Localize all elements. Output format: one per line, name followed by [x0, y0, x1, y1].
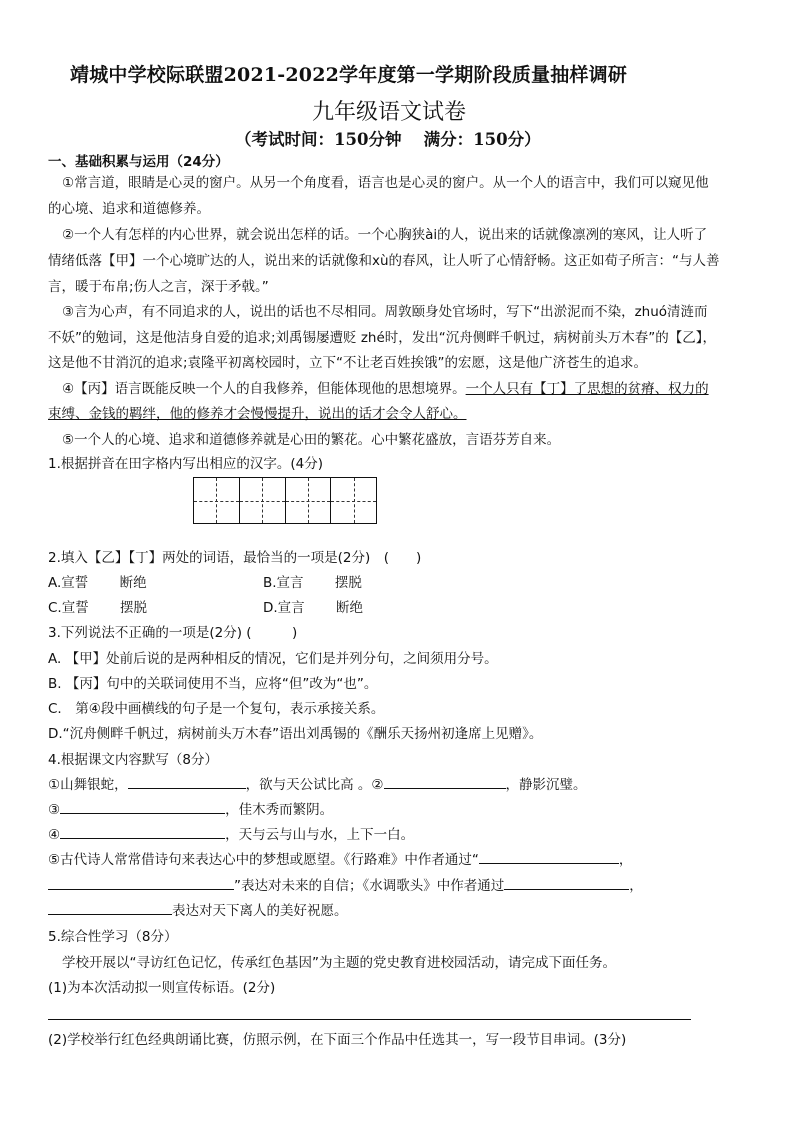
blank-line[interactable]	[384, 774, 506, 789]
blank-line[interactable]	[479, 849, 619, 864]
q4-text: 表达对天下离人的美好祝愿。	[172, 903, 348, 919]
paragraph-1-line-1: ①常言道，眼睛是心灵的窗户。从另一个角度看，语言也是心灵的窗户。从一个人的语言中，我们可以窥见他	[62, 175, 709, 191]
blank-line[interactable]	[60, 799, 225, 814]
q4-text: ，佳木秀而繁阴。	[225, 802, 334, 818]
q4-text: ，欲与天公试比高 。②	[245, 777, 384, 793]
q4-text: ④	[48, 827, 61, 843]
blank-line[interactable]	[48, 875, 234, 890]
question-2: 2.填入【乙】【丁】两处的词语，最恰当的一项是(2分) ( )	[48, 550, 422, 566]
paragraph-1-line-2: 的心境、追求和道德修养。	[48, 201, 210, 217]
exam-title-line3: （考试时间：150分钟 满分：150分）	[235, 130, 541, 149]
q4-text: ，静影沉璧。	[505, 777, 587, 793]
q2-option-a: A.宣誓 断绝	[48, 575, 147, 591]
q4-line-3	[48, 822, 414, 848]
blank-line[interactable]	[48, 900, 172, 915]
paragraph-2-line-3: 言，暖于布帛;伤人之言，深于矛戟。”	[48, 279, 269, 295]
grid-cell[interactable]	[330, 478, 376, 523]
q3-option-b: B. 【丙】句中的关联词使用不当，应将“但”改为“也”。	[48, 676, 378, 692]
q5-intro: 学校开展以“寻访红色记忆，传承红色基因”为主题的党史教育进校园活动，请完成下面任务。	[62, 955, 616, 971]
q4-line-4	[48, 847, 632, 873]
q4-line-5	[48, 873, 643, 899]
question-1: 1.根据拼音在田字格内写出相应的汉字。(4分)	[48, 456, 324, 472]
q3-option-d: D.“沉舟侧畔千帆过，病树前头万木春”语出刘禹锡的《酬乐天扬州初逢席上见赠》。	[48, 726, 543, 742]
paragraph-3-line-1: ③言为心声，有不同追求的人，说出的话也不尽相同。周敦颐身处官场时，写下“出淤泥而不染，zhuó清涟而	[62, 304, 708, 320]
blank-line[interactable]	[60, 824, 225, 839]
paragraph-3-line-3: 这是他不甘消沉的追求;袁隆平初离校园时，立下“不让老百姓挨饿”的宏愿，这是他广济苍生的追求。	[48, 355, 648, 371]
q4-text: ，	[629, 878, 643, 894]
q4-text: ③	[48, 802, 61, 818]
answer-line[interactable]	[48, 1019, 691, 1020]
question-5: 5.综合性学习（8分）	[48, 929, 178, 945]
paragraph-4-line-1	[62, 376, 709, 402]
grid-cell[interactable]	[239, 478, 285, 523]
blank-line[interactable]	[128, 774, 246, 789]
paragraph-2-line-1: ②一个人有怎样的内心世界，就会说出怎样的话。一个心胸狭ài的人，说出来的话就像凛冽的寒风，让人听了	[62, 227, 708, 243]
q3-option-a: A. 【甲】处前后说的是两种相反的情况，它们是并列分句，之间须用分号。	[48, 651, 498, 667]
q4-text: ”表达对未来的自信；《水调歌头》中作者通过	[234, 878, 505, 894]
grid-cell[interactable]	[285, 478, 331, 523]
section-heading: 一、基础积累与运用（24分）	[48, 154, 229, 170]
q5-sub-1: (1)为本次活动拟一则宣传标语。(2分)	[48, 980, 276, 996]
exam-title-line1: 靖城中学校际联盟2021-2022学年度第一学期阶段质量抽样调研	[70, 64, 628, 86]
blank-line[interactable]	[504, 875, 629, 890]
q2-option-c: C.宣誓 摆脱	[48, 600, 148, 616]
question-4: 4.根据课文内容默写（8分）	[48, 752, 218, 768]
q4-line-2	[48, 797, 333, 823]
q4-line-6	[48, 898, 348, 924]
paragraph-4-line-2: 束缚、金钱的羁绊，他的修养才会慢慢提升，说出的话才会令人舒心。	[48, 406, 467, 422]
q4-text: ①山舞银蛇，	[48, 777, 128, 793]
paragraph-3-line-2: 不妖”的勉词，这是他洁身自爱的追求;刘禹锡屡遭贬 zhé时，发出“沉舟侧畔千帆过，病树前头万木春”的【乙】，	[48, 330, 717, 346]
q3-option-c: C. 第④段中画横线的句子是一个复句，表示承接关系。	[48, 701, 385, 717]
paragraph-4-text: ④【丙】语言既能反映一个人的自我修养，但能体现他的思想境界。	[62, 381, 466, 397]
q5-sub-2: (2)学校举行红色经典朗诵比赛，仿照示例，在下面三个作品中任选其一，写一段节目串词。(3分)	[48, 1032, 627, 1048]
grid-cell[interactable]	[194, 478, 239, 523]
q2-option-d: D.宣言 断绝	[263, 600, 363, 616]
q4-text: ，天与云与山与水，上下一白。	[225, 827, 415, 843]
paragraph-5: ⑤一个人的心境、追求和道德修养就是心田的繁花。心中繁花盛放，言语芬芳自来。	[62, 432, 561, 448]
q2-option-b: B.宣言 摆脱	[263, 575, 362, 591]
question-3: 3.下列说法不正确的一项是(2分) ( )	[48, 625, 298, 641]
q4-text: ，	[618, 852, 633, 868]
paragraph-2-line-2: 情绪低落【甲】一个心境旷达的人，说出来的话就像和xù的春风，让人听了心情舒畅。这正如荀子所言：“与人善	[48, 253, 720, 269]
q4-line-1	[48, 772, 587, 798]
tianzige-grid[interactable]	[193, 477, 377, 524]
q4-text: ⑤古代诗人常常借诗句来表达心中的梦想或愿望。《行路难》中作者通过“	[48, 852, 479, 868]
underlined-sentence: 一个人只有【丁】了思想的贫瘠、权力的	[465, 381, 709, 397]
exam-title-line2: 九年级语文试卷	[312, 100, 467, 125]
